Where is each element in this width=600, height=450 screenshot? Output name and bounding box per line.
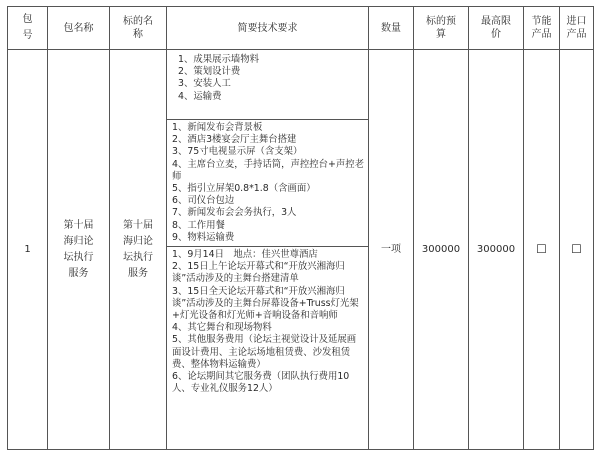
- header-max-price-text: 最高限 价: [481, 16, 511, 40]
- header-energy-saving: [524, 7, 560, 50]
- max-price-value: 300000: [476, 244, 516, 256]
- header-item-name-text: 标的名 称: [123, 16, 153, 40]
- header-budget: [414, 7, 469, 50]
- header-tech-req-text: 简要技术要求: [237, 22, 298, 34]
- req-2-9: 9、物料运输费: [172, 231, 235, 243]
- req-2-7: 7、新闻发布会会务执行，3人: [172, 207, 297, 219]
- cell-quantity: [369, 50, 414, 450]
- cell-pkg-no: [8, 50, 48, 450]
- header-energy-saving-text: 节能 产品: [531, 16, 552, 40]
- req-2-8: 8、工作用餐: [172, 219, 225, 231]
- req-2-2: 2、酒店3楼宴会厅主舞台搭建: [172, 134, 297, 146]
- req-3-6: 6、论坛期间其它服务费（团队执行费用10人、专业礼仪服务12人）: [172, 371, 350, 395]
- header-quantity: [369, 7, 414, 50]
- pkg-name-value: 第十届 海归论 坛执行 服务: [63, 219, 94, 279]
- item-name-value: 第十届 海归论 坛执行 服务: [123, 219, 153, 279]
- cell-pkg-name: [48, 50, 110, 450]
- imported-checkbox: ☐: [571, 241, 582, 256]
- header-max-price: [469, 7, 524, 50]
- header-row: [8, 7, 594, 50]
- budget-value: 300000: [421, 244, 461, 256]
- req-2-4: 4、主席台立麦，手持话筒，声控控台+声控老师: [172, 158, 364, 182]
- header-budget-text: 标的预 算: [426, 16, 456, 40]
- header-pkg-no-text: 包 号: [22, 14, 33, 41]
- header-item-name: [110, 7, 167, 50]
- header-pkg-name: [48, 7, 110, 50]
- req-2-1: 1、新闻发布会背景板: [172, 122, 263, 133]
- energy-saving-checkbox: ☐: [536, 241, 547, 256]
- cell-energy-saving: [524, 50, 560, 450]
- req-3-5: 5、其他服务费用（论坛主视觉设计及延展画面设计费用、主论坛场地租赁费、沙发租赁费、整体物料运输费）: [172, 334, 357, 370]
- req-3-3: 3、15日全天论坛开幕式和“开放兴湘海归谈”活动涉及的主舞台屏幕设备+Truss灯光架+灯光设备和灯光师+音响设备和音响师: [172, 285, 359, 322]
- requirements-block-2: [167, 120, 369, 247]
- requirements-block-1: [167, 50, 369, 120]
- req-2-5: 5、指引立屏架0.8*1.8（含画面）: [172, 183, 316, 195]
- req-1-4: 4、运输费: [178, 90, 222, 102]
- req-2-3: 3、75寸电视显示屏（含支架）: [172, 146, 303, 158]
- req-1-2: 2、策划设计费: [178, 66, 241, 78]
- req-3-1: 1、9月14日 地点：佳兴世尊酒店: [172, 249, 318, 261]
- requirements-block-3: [167, 247, 369, 450]
- req-3-4: 4、其它舞台和现场物料: [172, 322, 272, 334]
- req-1-3: 3、安装人工: [178, 78, 231, 90]
- cell-item-name: [110, 50, 167, 450]
- header-pkg-name-text: 包名称: [63, 22, 94, 34]
- header-tech-req: [167, 7, 369, 50]
- header-pkg-no: [8, 7, 48, 50]
- header-imported: [560, 7, 594, 50]
- pkg-no-value: 1: [24, 244, 31, 256]
- req-3-2: 2、15日上午论坛开幕式和“开放兴湘海归谈”活动涉及的主舞台搭建清单: [172, 261, 345, 285]
- quantity-value: 一项: [381, 244, 401, 256]
- header-quantity-text: 数量: [381, 22, 401, 34]
- cell-budget: [414, 50, 469, 450]
- cell-max-price: [469, 50, 524, 450]
- cell-imported: [560, 50, 594, 450]
- req-1-1: 1、成果展示墙物料: [178, 54, 259, 65]
- procurement-table: [7, 6, 594, 450]
- req-2-6: 6、司仪台包边: [172, 195, 235, 207]
- data-row-block1: [8, 50, 594, 120]
- header-imported-text: 进口 产品: [566, 16, 587, 40]
